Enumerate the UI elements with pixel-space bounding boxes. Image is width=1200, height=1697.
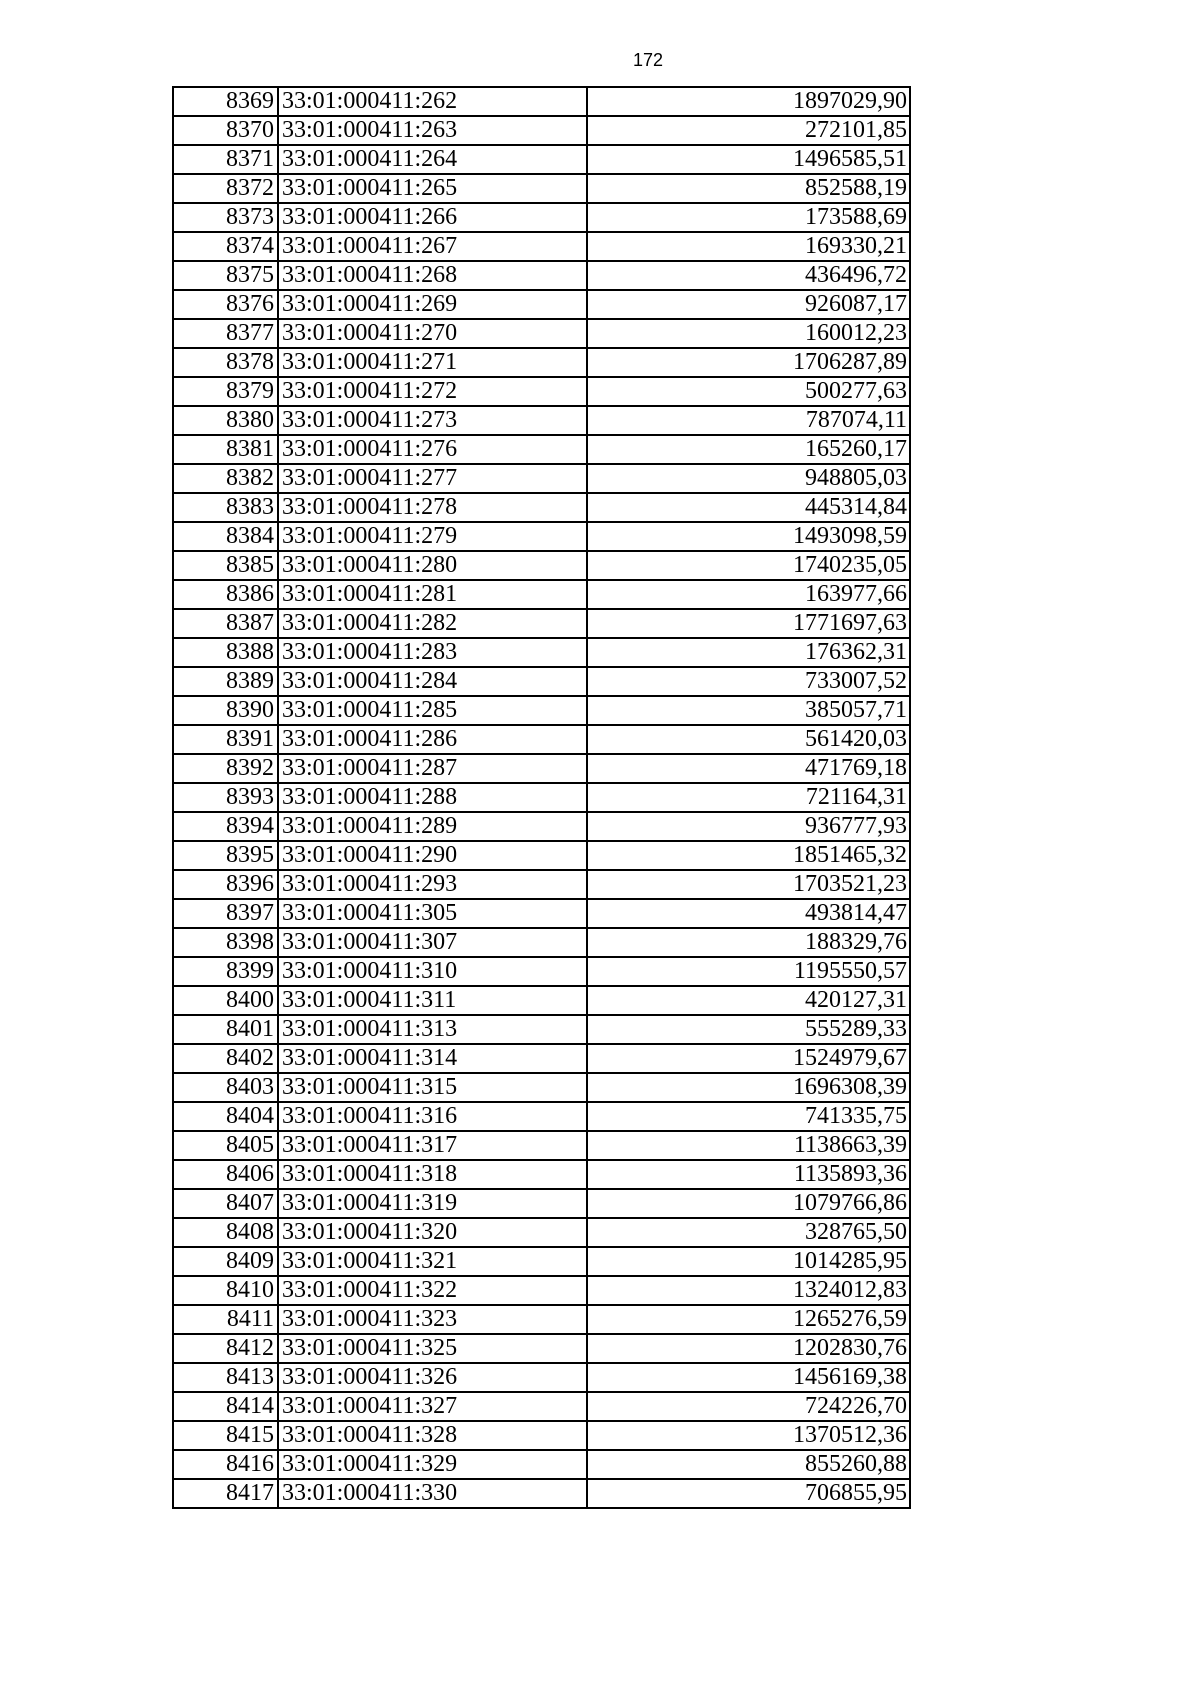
cadastral-number-cell: 33:01:000411:287 xyxy=(278,754,587,783)
cadastral-number-cell: 33:01:000411:326 xyxy=(278,1363,587,1392)
row-number-cell: 8377 xyxy=(173,319,278,348)
cadastral-number-cell: 33:01:000411:311 xyxy=(278,986,587,1015)
row-number-cell: 8371 xyxy=(173,145,278,174)
cadastral-value-cell: 471769,18 xyxy=(587,754,910,783)
cadastral-number-cell: 33:01:000411:329 xyxy=(278,1450,587,1479)
row-number-cell: 8398 xyxy=(173,928,278,957)
cadastral-value-cell: 852588,19 xyxy=(587,174,910,203)
table-row xyxy=(173,145,910,174)
row-number-cell: 8388 xyxy=(173,638,278,667)
cadastral-number-cell: 33:01:000411:281 xyxy=(278,580,587,609)
row-number-cell: 8389 xyxy=(173,667,278,696)
row-number-cell: 8402 xyxy=(173,1044,278,1073)
table-row xyxy=(173,1392,910,1421)
table-row xyxy=(173,1189,910,1218)
cadastral-number-cell: 33:01:000411:266 xyxy=(278,203,587,232)
cadastral-value-cell: 1202830,76 xyxy=(587,1334,910,1363)
cadastral-value-cell: 733007,52 xyxy=(587,667,910,696)
table-row xyxy=(173,551,910,580)
table-row xyxy=(173,87,910,116)
table-row xyxy=(173,870,910,899)
cadastral-number-cell: 33:01:000411:282 xyxy=(278,609,587,638)
cadastral-value-cell: 160012,23 xyxy=(587,319,910,348)
cadastral-number-cell: 33:01:000411:289 xyxy=(278,812,587,841)
cadastral-number-cell: 33:01:000411:268 xyxy=(278,261,587,290)
cadastral-number-cell: 33:01:000411:328 xyxy=(278,1421,587,1450)
cadastral-number-cell: 33:01:000411:271 xyxy=(278,348,587,377)
table-row xyxy=(173,261,910,290)
cadastral-number-cell: 33:01:000411:283 xyxy=(278,638,587,667)
cadastral-value-cell: 936777,93 xyxy=(587,812,910,841)
cadastral-number-cell: 33:01:000411:277 xyxy=(278,464,587,493)
table-row xyxy=(173,1276,910,1305)
table-body xyxy=(173,87,910,1508)
cadastral-value-cell: 555289,33 xyxy=(587,1015,910,1044)
row-number-cell: 8407 xyxy=(173,1189,278,1218)
cadastral-number-cell: 33:01:000411:314 xyxy=(278,1044,587,1073)
row-number-cell: 8370 xyxy=(173,116,278,145)
cadastral-value-cell: 1771697,63 xyxy=(587,609,910,638)
row-number-cell: 8395 xyxy=(173,841,278,870)
row-number-cell: 8413 xyxy=(173,1363,278,1392)
cadastral-value-cell: 1493098,59 xyxy=(587,522,910,551)
row-number-cell: 8390 xyxy=(173,696,278,725)
table-row xyxy=(173,899,910,928)
cadastral-value-cell: 1195550,57 xyxy=(587,957,910,986)
row-number-cell: 8400 xyxy=(173,986,278,1015)
table-row xyxy=(173,638,910,667)
table-row xyxy=(173,841,910,870)
row-number-cell: 8375 xyxy=(173,261,278,290)
cadastral-value-cell: 1851465,32 xyxy=(587,841,910,870)
page-number: 172 xyxy=(632,50,664,70)
table-row xyxy=(173,1479,910,1508)
row-number-cell: 8406 xyxy=(173,1160,278,1189)
row-number-cell: 8399 xyxy=(173,957,278,986)
cadastral-number-cell: 33:01:000411:288 xyxy=(278,783,587,812)
cadastral-number-cell: 33:01:000411:315 xyxy=(278,1073,587,1102)
cadastral-value-cell: 926087,17 xyxy=(587,290,910,319)
cadastral-number-cell: 33:01:000411:278 xyxy=(278,493,587,522)
row-number-cell: 8417 xyxy=(173,1479,278,1508)
cadastral-number-cell: 33:01:000411:322 xyxy=(278,1276,587,1305)
table-row xyxy=(173,116,910,145)
cadastral-value-cell: 328765,50 xyxy=(587,1218,910,1247)
table-row xyxy=(173,493,910,522)
row-number-cell: 8415 xyxy=(173,1421,278,1450)
cadastral-number-cell: 33:01:000411:285 xyxy=(278,696,587,725)
cadastral-number-cell: 33:01:000411:320 xyxy=(278,1218,587,1247)
row-number-cell: 8416 xyxy=(173,1450,278,1479)
cadastral-value-cell: 1703521,23 xyxy=(587,870,910,899)
table-row xyxy=(173,174,910,203)
table-row xyxy=(173,1044,910,1073)
row-number-cell: 8401 xyxy=(173,1015,278,1044)
table-row xyxy=(173,1305,910,1334)
cadastral-number-cell: 33:01:000411:327 xyxy=(278,1392,587,1421)
cadastral-number-cell: 33:01:000411:270 xyxy=(278,319,587,348)
cadastral-number-cell: 33:01:000411:316 xyxy=(278,1102,587,1131)
cadastral-number-cell: 33:01:000411:262 xyxy=(278,87,587,116)
cadastral-number-cell: 33:01:000411:280 xyxy=(278,551,587,580)
row-number-cell: 8382 xyxy=(173,464,278,493)
cadastral-value-cell: 741335,75 xyxy=(587,1102,910,1131)
cadastral-value-cell: 1496585,51 xyxy=(587,145,910,174)
table-row xyxy=(173,1247,910,1276)
cadastral-number-cell: 33:01:000411:279 xyxy=(278,522,587,551)
cadastral-value-cell: 855260,88 xyxy=(587,1450,910,1479)
cadastral-value-cell: 724226,70 xyxy=(587,1392,910,1421)
table-row xyxy=(173,1334,910,1363)
cadastral-number-cell: 33:01:000411:273 xyxy=(278,406,587,435)
row-number-cell: 8396 xyxy=(173,870,278,899)
row-number-cell: 8391 xyxy=(173,725,278,754)
cadastral-value-cell: 163977,66 xyxy=(587,580,910,609)
cadastral-value-cell: 493814,47 xyxy=(587,899,910,928)
row-number-cell: 8408 xyxy=(173,1218,278,1247)
cadastral-number-cell: 33:01:000411:305 xyxy=(278,899,587,928)
cadastral-number-cell: 33:01:000411:286 xyxy=(278,725,587,754)
row-number-cell: 8381 xyxy=(173,435,278,464)
cadastral-number-cell: 33:01:000411:325 xyxy=(278,1334,587,1363)
table-row xyxy=(173,986,910,1015)
cadastral-value-cell: 948805,03 xyxy=(587,464,910,493)
row-number-cell: 8411 xyxy=(173,1305,278,1334)
table-row xyxy=(173,1102,910,1131)
table-row xyxy=(173,609,910,638)
cadastral-value-cell: 1524979,67 xyxy=(587,1044,910,1073)
table-row xyxy=(173,319,910,348)
cadastral-number-cell: 33:01:000411:263 xyxy=(278,116,587,145)
table-row xyxy=(173,754,910,783)
cadastral-value-cell: 1135893,36 xyxy=(587,1160,910,1189)
row-number-cell: 8409 xyxy=(173,1247,278,1276)
table-row xyxy=(173,522,910,551)
row-number-cell: 8412 xyxy=(173,1334,278,1363)
cadastral-number-cell: 33:01:000411:323 xyxy=(278,1305,587,1334)
row-number-cell: 8386 xyxy=(173,580,278,609)
row-number-cell: 8394 xyxy=(173,812,278,841)
cadastral-number-cell: 33:01:000411:310 xyxy=(278,957,587,986)
cadastral-value-cell: 1079766,86 xyxy=(587,1189,910,1218)
row-number-cell: 8378 xyxy=(173,348,278,377)
cadastral-value-cell: 1370512,36 xyxy=(587,1421,910,1450)
row-number-cell: 8397 xyxy=(173,899,278,928)
table-row xyxy=(173,377,910,406)
table-row xyxy=(173,1073,910,1102)
cadastral-value-cell: 385057,71 xyxy=(587,696,910,725)
cadastral-number-cell: 33:01:000411:321 xyxy=(278,1247,587,1276)
row-number-cell: 8379 xyxy=(173,377,278,406)
table-row xyxy=(173,696,910,725)
row-number-cell: 8373 xyxy=(173,203,278,232)
cadastral-value-cell: 173588,69 xyxy=(587,203,910,232)
row-number-cell: 8414 xyxy=(173,1392,278,1421)
cadastral-value-cell: 1265276,59 xyxy=(587,1305,910,1334)
cadastral-value-cell: 561420,03 xyxy=(587,725,910,754)
cadastral-number-cell: 33:01:000411:265 xyxy=(278,174,587,203)
cadastral-number-cell: 33:01:000411:276 xyxy=(278,435,587,464)
table-row xyxy=(173,957,910,986)
table-row xyxy=(173,1421,910,1450)
row-number-cell: 8387 xyxy=(173,609,278,638)
cadastral-value-cell: 272101,85 xyxy=(587,116,910,145)
table-row xyxy=(173,203,910,232)
table-row xyxy=(173,1363,910,1392)
row-number-cell: 8393 xyxy=(173,783,278,812)
cadastral-value-cell: 1740235,05 xyxy=(587,551,910,580)
cadastral-number-cell: 33:01:000411:290 xyxy=(278,841,587,870)
cadastral-value-cell: 445314,84 xyxy=(587,493,910,522)
cadastral-value-cell: 420127,31 xyxy=(587,986,910,1015)
row-number-cell: 8372 xyxy=(173,174,278,203)
row-number-cell: 8384 xyxy=(173,522,278,551)
cadastral-value-table-wrap xyxy=(172,86,911,1509)
cadastral-value-cell: 1014285,95 xyxy=(587,1247,910,1276)
cadastral-value-cell: 706855,95 xyxy=(587,1479,910,1508)
cadastral-number-cell: 33:01:000411:319 xyxy=(278,1189,587,1218)
cadastral-number-cell: 33:01:000411:272 xyxy=(278,377,587,406)
cadastral-number-cell: 33:01:000411:267 xyxy=(278,232,587,261)
table-row xyxy=(173,783,910,812)
cadastral-value-cell: 1138663,39 xyxy=(587,1131,910,1160)
cadastral-number-cell: 33:01:000411:317 xyxy=(278,1131,587,1160)
table-row xyxy=(173,1450,910,1479)
cadastral-value-cell: 1696308,39 xyxy=(587,1073,910,1102)
row-number-cell: 8404 xyxy=(173,1102,278,1131)
table-row xyxy=(173,812,910,841)
row-number-cell: 8405 xyxy=(173,1131,278,1160)
table-row xyxy=(173,232,910,261)
row-number-cell: 8392 xyxy=(173,754,278,783)
cadastral-value-cell: 169330,21 xyxy=(587,232,910,261)
row-number-cell: 8385 xyxy=(173,551,278,580)
table-row xyxy=(173,580,910,609)
cadastral-value-cell: 1324012,83 xyxy=(587,1276,910,1305)
table-row xyxy=(173,1131,910,1160)
table-row xyxy=(173,348,910,377)
cadastral-value-table xyxy=(172,86,911,1509)
cadastral-number-cell: 33:01:000411:318 xyxy=(278,1160,587,1189)
cadastral-value-cell: 1456169,38 xyxy=(587,1363,910,1392)
cadastral-value-cell: 500277,63 xyxy=(587,377,910,406)
table-row xyxy=(173,1015,910,1044)
cadastral-value-cell: 1897029,90 xyxy=(587,87,910,116)
table-row xyxy=(173,464,910,493)
table-row xyxy=(173,435,910,464)
cadastral-number-cell: 33:01:000411:293 xyxy=(278,870,587,899)
cadastral-value-cell: 721164,31 xyxy=(587,783,910,812)
row-number-cell: 8369 xyxy=(173,87,278,116)
table-row xyxy=(173,928,910,957)
table-row xyxy=(173,1160,910,1189)
row-number-cell: 8403 xyxy=(173,1073,278,1102)
cadastral-number-cell: 33:01:000411:307 xyxy=(278,928,587,957)
row-number-cell: 8383 xyxy=(173,493,278,522)
table-row xyxy=(173,406,910,435)
row-number-cell: 8376 xyxy=(173,290,278,319)
cadastral-value-cell: 787074,11 xyxy=(587,406,910,435)
cadastral-value-cell: 1706287,89 xyxy=(587,348,910,377)
cadastral-value-cell: 176362,31 xyxy=(587,638,910,667)
table-row xyxy=(173,725,910,754)
cadastral-number-cell: 33:01:000411:264 xyxy=(278,145,587,174)
cadastral-value-cell: 436496,72 xyxy=(587,261,910,290)
table-row xyxy=(173,1218,910,1247)
cadastral-number-cell: 33:01:000411:269 xyxy=(278,290,587,319)
table-row xyxy=(173,290,910,319)
row-number-cell: 8410 xyxy=(173,1276,278,1305)
cadastral-value-cell: 165260,17 xyxy=(587,435,910,464)
row-number-cell: 8380 xyxy=(173,406,278,435)
cadastral-value-cell: 188329,76 xyxy=(587,928,910,957)
cadastral-number-cell: 33:01:000411:284 xyxy=(278,667,587,696)
cadastral-number-cell: 33:01:000411:330 xyxy=(278,1479,587,1508)
row-number-cell: 8374 xyxy=(173,232,278,261)
table-row xyxy=(173,667,910,696)
cadastral-number-cell: 33:01:000411:313 xyxy=(278,1015,587,1044)
